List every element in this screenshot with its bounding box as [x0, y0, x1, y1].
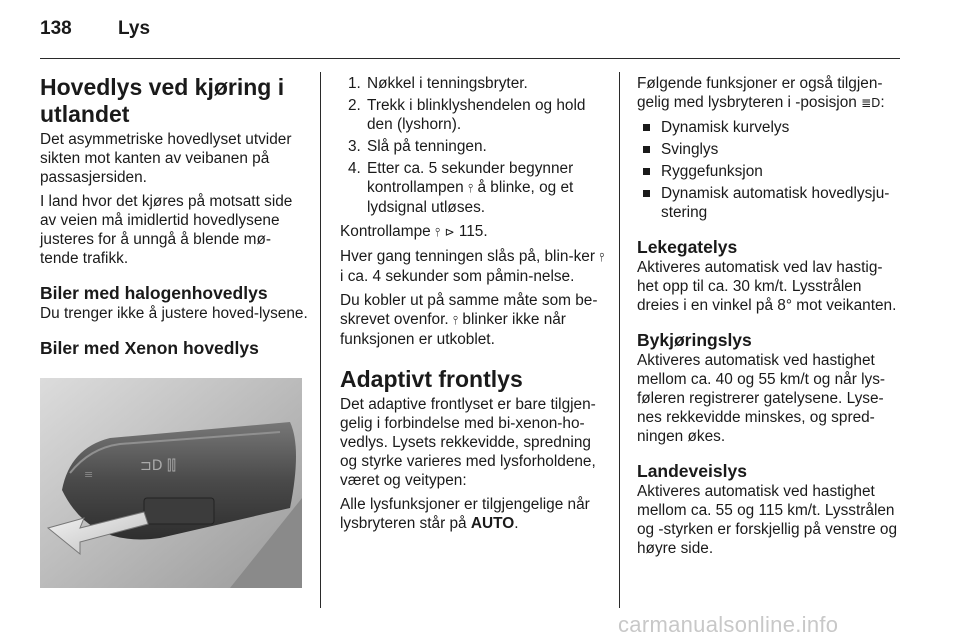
paragraph: Aktiveres automatisk ved lav hastig-het opp til ca. 30 km/t. Lysstrålen dreies i en vinkel på 8° mot veikanten. — [637, 259, 897, 314]
paragraph: Det asymmetriske hovedlyset utvider sikten mot kanten av veibanen på passasjersiden. — [40, 131, 292, 186]
headlight-switch-lever-illustration — [40, 378, 302, 588]
paragraph: Følgende funksjoner er også tilgjen-gelig med lysbryteren i -posisjon ≣D: — [637, 75, 885, 111]
column-3 — [637, 74, 903, 563]
column-divider-2 — [619, 72, 620, 608]
paragraph: Aktiveres automatisk ved hastighet mellom ca. 55 og 115 km/t. Lysstrålen og -styrken er forskjellig på venstre og høyre side. — [637, 483, 898, 557]
header-rule — [40, 58, 900, 59]
headlight-warning-lamp-icon: ⫯ — [452, 313, 459, 327]
paragraph: Alle lysfunksjoner er tilgjengelige når lysbryteren står på AUTO. — [340, 496, 590, 532]
heading-adaptive: Adaptivt frontlys — [340, 366, 523, 392]
headlight-warning-lamp-icon: ⫯ — [599, 250, 605, 264]
page-number: 138 — [40, 18, 72, 39]
list-item: 1. Nøkkel i tenningsbryter. — [348, 75, 528, 92]
function-list — [637, 118, 903, 222]
low-beam-headlight-icon: ≣D — [861, 96, 881, 110]
svg-text:⊐D ⫿⫿: ⊐D ⫿⫿ — [140, 458, 176, 474]
list-item: 2. Trekk i blinklyshendelen og hold den (lyshorn). — [348, 97, 586, 133]
list-item: 3. Slå på tenningen. — [348, 138, 487, 155]
paragraph: I land hvor det kjøres på motsatt side av veien må imidlertid hovedlysene justeres for å unngå å blende mø-tende trafikk. — [40, 193, 293, 267]
section-title: Lys — [118, 18, 151, 39]
column-1 — [40, 74, 308, 359]
headlight-warning-lamp-icon: ⫯ — [467, 181, 474, 195]
heading-lekegatelys: Lekegatelys — [637, 237, 738, 257]
page-reference-arrow-icon: ⊳ — [444, 225, 455, 239]
paragraph: Hver gang tenningen slås på, blin-ker ⫯ i ca. 4 sekunder som påmin-nelse. — [340, 248, 605, 285]
column-2 — [340, 74, 606, 538]
paragraph: Aktiveres automatisk ved hastighet mellom ca. 40 og 55 km/t og når lys-føleren registrerer gatelysene. Lyse-nes rekkevidde minskes, og spred-ningen økes. — [637, 352, 886, 445]
watermark: carmanualsonline.info — [618, 612, 839, 637]
paragraph: Det adaptive frontlyset er bare tilgjen-gelig i forbindelse med bi-xenon-ho-vedlys. Lysets rekkevidde, spredning og styrke varieres med lysforholdene, været og veitypen: — [340, 396, 596, 489]
headlight-warning-lamp-icon: ⫯ — [434, 225, 441, 239]
procedure-steps — [340, 74, 606, 217]
paragraph: Du trenger ikke å justere hoved-lysene. — [40, 305, 308, 322]
heading-halogen: Biler med halogenhovedlys — [40, 283, 268, 303]
list-item: Ryggefunksjon — [637, 162, 903, 181]
heading-bykjoringslys: Bykjøringslys — [637, 330, 752, 350]
heading-abroad: Hovedlys ved kjøring i utlandet — [40, 74, 285, 127]
heading-xenon: Biler med Xenon hovedlys — [40, 338, 259, 358]
list-item: Dynamisk kurvelys — [637, 118, 903, 137]
column-divider-1 — [320, 72, 321, 608]
paragraph: Du kobler ut på samme måte som be-skrevet ovenfor. ⫯ blinker ikke når funksjonen er utkoblet. — [340, 292, 598, 348]
heading-landeveislys: Landeveislys — [637, 461, 747, 481]
svg-text:≡: ≡ — [84, 468, 94, 481]
paragraph: Kontrollampe ⫯ ⊳ 115. — [340, 223, 488, 240]
list-item: 4. Etter ca. 5 sekunder begynner kontrollampen ⫯ å blinke, og et lydsignal utløses. — [348, 160, 574, 216]
list-item: Dynamisk automatisk hovedlysju-stering — [637, 184, 903, 222]
list-item: Svinglys — [637, 140, 903, 159]
